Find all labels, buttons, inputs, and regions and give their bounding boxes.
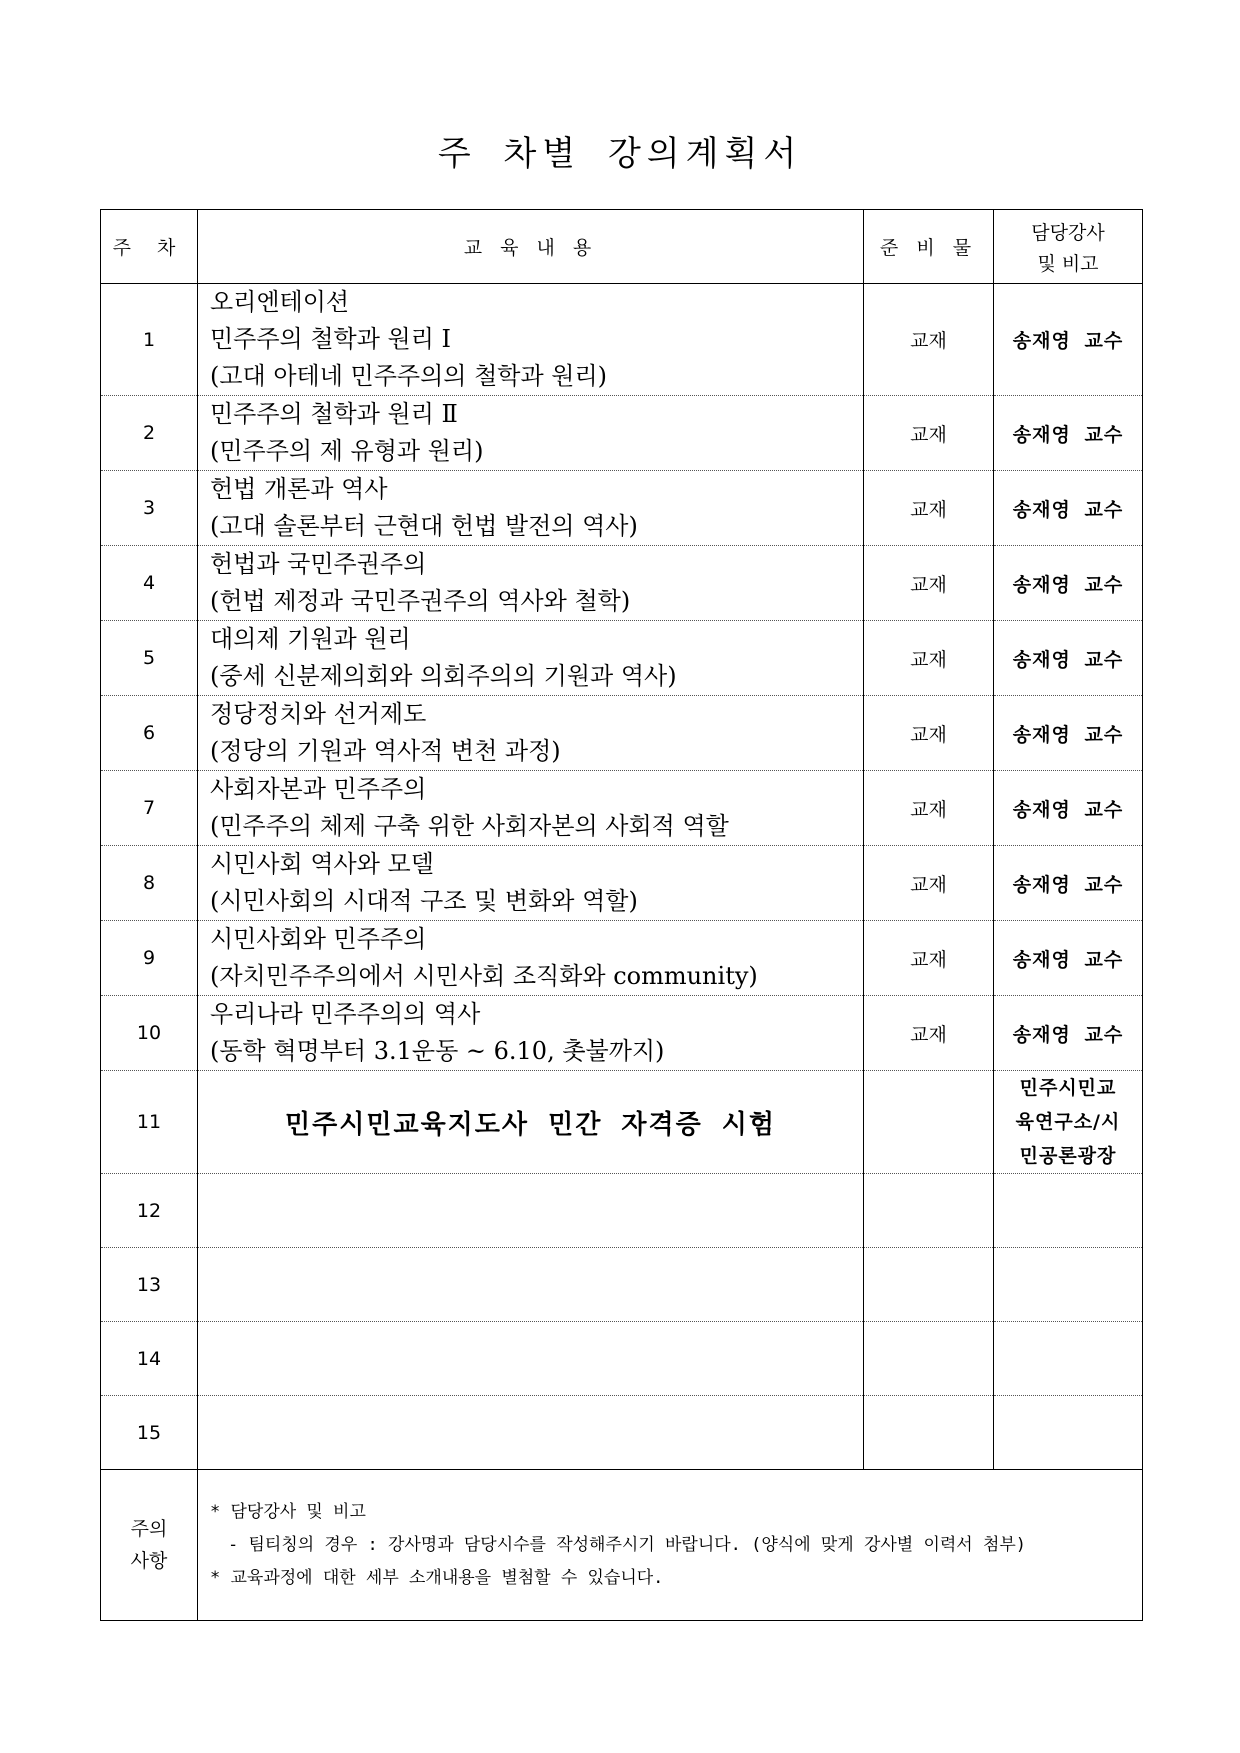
lecture-plan-table xyxy=(100,209,1143,1621)
content-line: (고대 아테네 민주주의의 철학과 원리) xyxy=(210,362,608,390)
instructor-line: 민주시민교 xyxy=(1019,1077,1117,1099)
instructor-line: 육연구소/시 xyxy=(1015,1111,1121,1133)
content-cell xyxy=(198,471,864,546)
week-number: 9 xyxy=(101,921,198,996)
material-cell: 교재 xyxy=(864,546,994,621)
material-cell xyxy=(864,1396,994,1470)
week-number: 10 xyxy=(101,996,198,1071)
content-cell xyxy=(198,1248,864,1322)
instructor-cell: 송재영 교수 xyxy=(994,471,1143,546)
content-line: 시민사회 역사와 모델 xyxy=(210,850,434,878)
exam-content-cell: 민주시민교육지도사 민간 자격증 시험 xyxy=(198,1071,864,1174)
header-instructor-line1: 담당강사 xyxy=(1031,221,1105,244)
header-content: 교 육 내 용 xyxy=(198,210,864,284)
notes-label xyxy=(101,1470,198,1621)
table-row xyxy=(101,696,1143,771)
content-cell xyxy=(198,771,864,846)
table-row xyxy=(101,471,1143,546)
content-line: 민주주의 철학과 원리 Ⅰ xyxy=(210,325,452,353)
table-header-row xyxy=(101,210,1143,284)
instructor-cell: 송재영 교수 xyxy=(994,921,1143,996)
content-cell xyxy=(198,546,864,621)
content-line: (정당의 기원과 역사적 변천 과정) xyxy=(210,737,561,765)
content-line: (고대 솔론부터 근현대 헌법 발전의 역사) xyxy=(210,512,638,540)
table-row-empty xyxy=(101,1174,1143,1248)
content-cell xyxy=(198,396,864,471)
content-line: 사회자본과 민주주의 xyxy=(210,775,427,803)
week-number: 7 xyxy=(101,771,198,846)
header-instructor-line2: 및 비고 xyxy=(1037,252,1099,275)
material-cell xyxy=(864,1071,994,1174)
instructor-cell xyxy=(994,1174,1143,1248)
week-number: 6 xyxy=(101,696,198,771)
content-line: 시민사회와 민주주의 xyxy=(210,925,427,953)
table-row-exam xyxy=(101,1071,1143,1174)
instructor-cell: 송재영 교수 xyxy=(994,396,1143,471)
table-row xyxy=(101,396,1143,471)
instructor-cell: 송재영 교수 xyxy=(994,621,1143,696)
table-row-empty xyxy=(101,1248,1143,1322)
content-cell xyxy=(198,621,864,696)
content-line: 오리엔테이션 xyxy=(210,288,350,316)
content-line: (동학 혁명부터 3.1운동 ~ 6.10, 촛불까지) xyxy=(210,1037,665,1065)
notes-label-line2: 사항 xyxy=(130,1550,168,1572)
instructor-cell xyxy=(994,1248,1143,1322)
material-cell: 교재 xyxy=(864,696,994,771)
content-line: 우리나라 민주주의의 역사 xyxy=(210,1000,481,1028)
content-line: 대의제 기원과 원리 xyxy=(210,625,411,653)
content-line: (민주주의 체제 구축 위한 사회자본의 사회적 역할 xyxy=(210,812,729,840)
notes-row xyxy=(101,1470,1143,1621)
week-number: 15 xyxy=(101,1396,198,1470)
material-cell: 교재 xyxy=(864,471,994,546)
material-cell xyxy=(864,1322,994,1396)
content-line: 민주주의 철학과 원리 Ⅱ xyxy=(210,400,458,428)
content-cell xyxy=(198,996,864,1071)
table-row xyxy=(101,771,1143,846)
material-cell: 교재 xyxy=(864,921,994,996)
table-row xyxy=(101,846,1143,921)
notes-line: * 담당강사 및 비고 xyxy=(210,1501,366,1522)
content-line: (민주주의 제 유형과 원리) xyxy=(210,437,484,465)
content-line: 정당정치와 선거제도 xyxy=(210,700,427,728)
content-cell xyxy=(198,284,864,396)
material-cell: 교재 xyxy=(864,996,994,1071)
material-cell: 교재 xyxy=(864,846,994,921)
table-row xyxy=(101,921,1143,996)
content-cell xyxy=(198,1396,864,1470)
content-cell xyxy=(198,846,864,921)
content-line: (헌법 제정과 국민주권주의 역사와 철학) xyxy=(210,587,631,615)
content-cell xyxy=(198,1174,864,1248)
instructor-line: 민공론광장 xyxy=(1019,1145,1117,1167)
content-line: 헌법 개론과 역사 xyxy=(210,475,388,503)
instructor-cell: 송재영 교수 xyxy=(994,846,1143,921)
week-number: 5 xyxy=(101,621,198,696)
material-cell: 교재 xyxy=(864,396,994,471)
week-number: 11 xyxy=(101,1071,198,1174)
content-cell xyxy=(198,1322,864,1396)
instructor-cell: 송재영 교수 xyxy=(994,546,1143,621)
table-row xyxy=(101,621,1143,696)
content-line: 헌법과 국민주권주의 xyxy=(210,550,427,578)
table-row-empty xyxy=(101,1396,1143,1470)
table-row xyxy=(101,996,1143,1071)
instructor-cell: 송재영 교수 xyxy=(994,996,1143,1071)
week-number: 13 xyxy=(101,1248,198,1322)
week-number: 3 xyxy=(101,471,198,546)
table-row xyxy=(101,546,1143,621)
notes-line: - 팀티칭의 경우 : 강사명과 담당시수를 작성해주시기 바랍니다. (양식에 맞게 강사별 이력서 첨부) xyxy=(228,1534,1027,1555)
week-number: 14 xyxy=(101,1322,198,1396)
week-number: 12 xyxy=(101,1174,198,1248)
notes-body xyxy=(198,1470,1143,1621)
instructor-cell: 송재영 교수 xyxy=(994,771,1143,846)
instructor-cell: 송재영 교수 xyxy=(994,696,1143,771)
material-cell: 교재 xyxy=(864,284,994,396)
week-number: 2 xyxy=(101,396,198,471)
instructor-cell xyxy=(994,1071,1143,1174)
table-row xyxy=(101,284,1143,396)
week-number: 1 xyxy=(101,284,198,396)
header-materials: 준 비 물 xyxy=(864,210,994,284)
week-number: 8 xyxy=(101,846,198,921)
table-row-empty xyxy=(101,1322,1143,1396)
instructor-cell xyxy=(994,1396,1143,1470)
content-line: (중세 신분제의회와 의회주의의 기원과 역사) xyxy=(210,662,677,690)
notes-line: * 교육과정에 대한 세부 소개내용을 별첨할 수 있습니다. xyxy=(210,1567,664,1588)
content-cell xyxy=(198,921,864,996)
notes-label-line1: 주의 xyxy=(130,1518,168,1540)
week-number: 4 xyxy=(101,546,198,621)
material-cell xyxy=(864,1248,994,1322)
document-title: 주 차별 강의계획서 xyxy=(437,134,803,174)
content-cell xyxy=(198,696,864,771)
material-cell xyxy=(864,1174,994,1248)
instructor-cell: 송재영 교수 xyxy=(994,284,1143,396)
instructor-cell xyxy=(994,1322,1143,1396)
material-cell: 교재 xyxy=(864,621,994,696)
material-cell: 교재 xyxy=(864,771,994,846)
content-line: (자치민주주의에서 시민사회 조직화와 community) xyxy=(210,962,758,990)
header-week: 주 차 xyxy=(101,210,198,284)
header-instructor xyxy=(994,210,1143,284)
content-line: (시민사회의 시대적 구조 및 변화와 역할) xyxy=(210,887,638,915)
